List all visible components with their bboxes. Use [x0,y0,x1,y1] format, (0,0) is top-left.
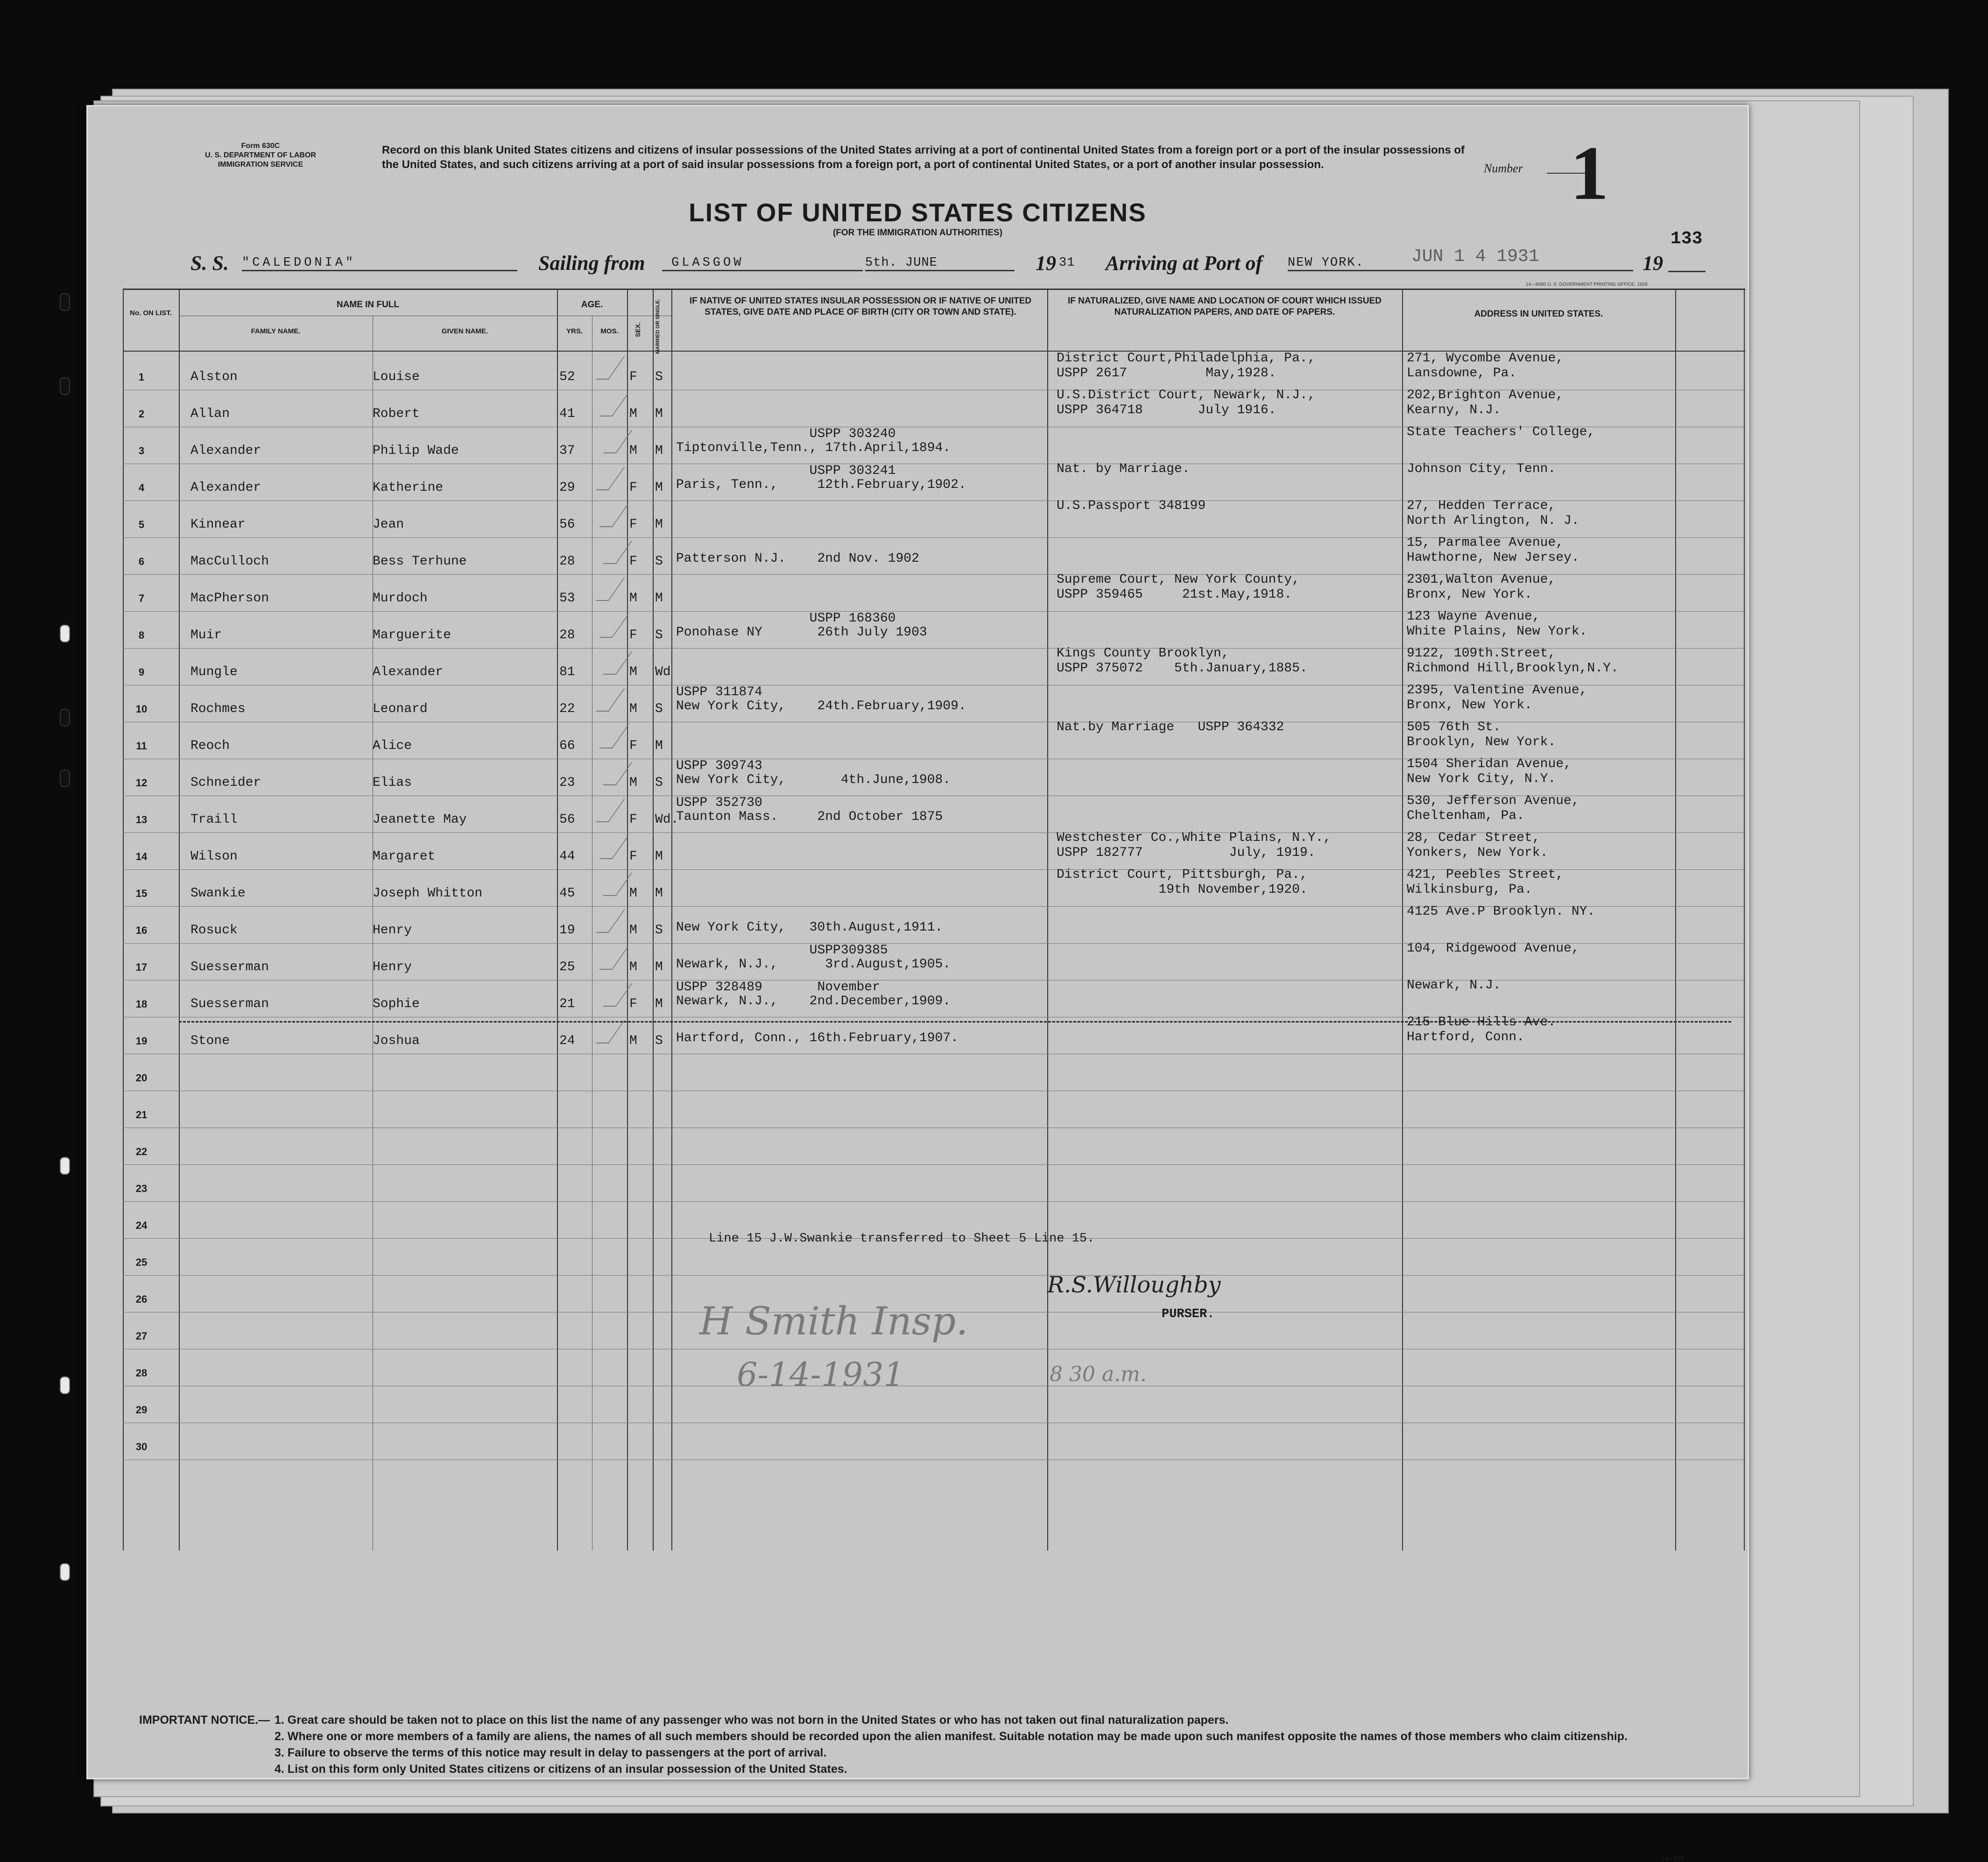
sex: F [629,739,637,753]
family-name: Rosuck [190,923,238,938]
binder-hole [60,625,70,642]
sex: M [629,444,637,458]
table-row [123,648,1745,685]
form-number: Form 630C [241,142,280,150]
table-row [123,427,1745,464]
birth-place-date: Ponohase NY 26th July 1903 [676,625,927,640]
service-name: IMMIGRATION SERVICE [218,161,303,169]
row-number: 19 [135,1035,148,1047]
given-name: Joseph Whitton [373,886,483,901]
table-row [123,390,1745,427]
sex: M [629,702,637,716]
age-years: 52 [559,370,575,384]
naturalization-court: U.S.District Court, Newark, N.J., [1057,388,1316,402]
marital-status: M [655,444,663,458]
address-line-1: 104, Ridgewood Avenue, [1407,941,1579,956]
address-line-2: Kearny, N.J. [1407,403,1501,417]
marital-status: M [655,517,663,532]
age-years: 25 [559,960,575,974]
marital-status: S [655,702,663,716]
birth-place-date: Newark, N.J., 3rd.August,1905. [676,957,951,972]
sex: F [629,517,637,532]
row-number: 17 [135,961,148,973]
given-name: Margaret [373,849,436,864]
given-name: Henry [373,923,412,938]
address-line-2: North Arlington, N. J. [1407,514,1579,528]
form-code: 14—606 [1661,1855,1685,1862]
family-name: Kinnear [190,517,246,532]
family-name: Alston [190,370,238,384]
birth-place-date: New York City, 30th.August,1911. [676,920,943,935]
address-line-2: Hawthorne, New Jersey. [1407,550,1579,565]
given-name: Robert [373,407,420,421]
sex: M [629,665,637,679]
inspector-time-text: 8 30 a.m. [1050,1362,1147,1386]
age-years: 37 [559,444,575,458]
row-number: 6 [138,556,145,567]
birth-passport: USPP 303240 [676,427,896,441]
age-years: 29 [559,480,575,495]
header-number: No. ON LIST. [130,309,172,317]
row-number: 8 [138,629,145,641]
given-name: Bess Terhune [373,554,467,569]
purser-label: PURSER. [1162,1307,1215,1321]
sex: F [629,480,637,495]
row-number: 11 [136,740,147,752]
row-15-cancel-line [179,1021,1731,1023]
binder-hole [60,293,70,311]
table-row [123,611,1745,648]
sex: M [629,886,637,901]
sex: F [629,997,637,1011]
row-number: 2 [138,408,145,420]
given-name: Elias [373,776,412,790]
birth-passport: USPP 352730 [676,796,762,810]
row-number: 25 [135,1256,148,1268]
table-row [123,685,1745,722]
age-years: 81 [559,665,575,679]
table-row [123,832,1745,869]
naturalization-court: Nat.by Marriage USPP 364332 [1057,720,1284,734]
address-line-1: Johnson City, Tenn. [1407,462,1556,476]
row-number: 7 [138,592,145,604]
family-name: Stone [190,1034,230,1048]
naturalization-court: Nat. by Marriage. [1057,462,1190,476]
given-name: Jean [373,517,404,532]
address-line-1: 530, Jefferson Avenue, [1407,794,1579,808]
row-number: 10 [135,703,148,715]
marital-status: M [655,849,663,864]
birth-passport: USPP 303241 [676,464,896,478]
page-subtitle: (FOR THE IMMIGRATION AUTHORITIES) [832,228,1003,238]
address-line-1: 1504 Sheridan Avenue, [1407,757,1572,771]
address-line-1: State Teachers' College, [1407,425,1595,439]
birth-passport: USPP 168360 [676,611,896,626]
given-name: Murdoch [373,591,428,606]
marital-status: M [655,886,663,901]
header-married-single: MARRIED OR SINGLE. [655,299,661,354]
marital-status: S [655,370,663,384]
naturalization-papers: USPP 182777 July, 1919. [1057,846,1316,860]
naturalization-papers: 19th November,1920. [1057,882,1308,897]
age-years: 41 [559,407,575,421]
age-years: 66 [559,739,575,753]
address-line-1: 27, Hedden Terrace, [1407,499,1556,513]
family-name: Swankie [190,886,246,901]
notice-label: IMPORTANT NOTICE.— [139,1714,270,1727]
age-years: 19 [559,923,575,938]
naturalization-papers: USPP 359465 21st.May,1918. [1057,587,1292,602]
table-row [123,1423,1745,1460]
table-row [123,353,1745,390]
birth-passport: USPP 309743 [676,759,762,773]
table-row [123,574,1745,611]
given-name: Alice [373,739,412,753]
table-row [123,501,1745,537]
birth-place-date: Patterson N.J. 2nd Nov. 1902 [676,551,919,566]
address-line-1: 505 76th St. [1407,720,1501,734]
row-number: 14 [135,851,148,862]
year-blank [1668,271,1706,272]
binder-hole [60,709,70,726]
row-number: 9 [138,666,145,678]
family-name: Reoch [190,739,230,753]
age-years: 28 [559,554,575,569]
binder-hole [60,1376,70,1394]
binder-hole [60,377,70,395]
table-row [123,464,1745,501]
row-number: 3 [138,445,145,457]
address-line-1: 215 Blue Hills Ave. [1407,1015,1556,1030]
marital-status: S [655,1034,663,1048]
address-line-1: 15, Parmalee Avenue, [1407,536,1564,550]
age-years: 28 [559,628,575,642]
address-line-1: 421, Peebles Street, [1407,868,1564,882]
age-years: 21 [559,997,575,1011]
header-given-name: GIVEN NAME. [441,327,488,335]
given-name: Joshua [373,1034,420,1048]
sex: F [629,812,637,827]
header-age: AGE. [581,300,603,310]
table-row [123,537,1745,574]
address-line-1: 2301,Walton Avenue, [1407,572,1556,587]
sailing-date: 5th. JUNE [865,256,1015,271]
row-number: 18 [135,998,148,1010]
sex: M [629,776,637,790]
birth-place-date: New York City, 4th.June,1908. [676,773,951,787]
header-years: YRS. [566,327,583,335]
row-number: 28 [135,1367,148,1379]
address-line-1: 271, Wycombe Avenue, [1407,351,1564,366]
sex: M [629,923,637,938]
header-sex: SEX. [634,322,642,337]
row-number: 23 [135,1183,148,1194]
given-name: Alexander [373,665,444,679]
address-line-2: Richmond Hill,Brooklyn,N.Y. [1407,661,1619,676]
row-number: 29 [135,1404,148,1416]
inspector-signature [695,1288,1185,1416]
family-name: Rochmes [190,702,246,716]
address-line-2: Wilkinsburg, Pa. [1407,882,1532,897]
address-line-1: 2395, Valentine Avenue, [1407,683,1587,698]
page-title: LIST OF UNITED STATES CITIZENS [689,198,1147,227]
naturalization-court: District Court,Philadelphia, Pa., [1057,351,1316,366]
page-number: 133 [1671,229,1703,249]
given-name: Sophie [373,997,420,1011]
given-name: Marguerite [373,628,451,642]
purser-signature-text: R.S.Willoughby [1047,1272,1221,1298]
naturalization-court: Supreme Court, New York County, [1057,572,1300,587]
row-number: 15 [135,888,148,899]
naturalization-papers: USPP 375072 5th.January,1885. [1057,661,1308,676]
header-naturalized: IF NATURALIZED, GIVE NAME AND LOCATION OF COURT WHICH ISSUED NATURALIZATION PAPERS, AND DATE OF PAPERS. [1067,296,1382,317]
header-family-name: FAMILY NAME. [251,327,301,335]
birth-place-date: Hartford, Conn., 16th.February,1907. [676,1031,959,1045]
table-row [123,1054,1745,1091]
given-name: Henry [373,960,412,974]
marital-status: M [655,591,663,606]
address-line-1: 9122, 109th.Street, [1407,646,1556,661]
ship-name: "CALEDONIA" [242,256,517,271]
arrival-port: NEW YORK. [1288,256,1633,271]
arrival-date-stamp: JUN 1 4 1931 [1411,247,1539,267]
table-row [123,722,1745,759]
age-years: 45 [559,886,575,901]
year-prefix: 19 [1036,252,1056,275]
binder-hole [60,1157,70,1175]
table-row [123,796,1745,832]
family-name: Suesserman [190,960,269,974]
birth-place-date: Newark, N.J., 2nd.December,1909. [676,994,951,1009]
sex: M [629,1034,637,1048]
marital-status: M [655,960,663,974]
header-months: MOS. [600,327,619,335]
row-number: 4 [138,482,145,494]
naturalization-court: District Court, Pittsburgh, Pa., [1057,868,1308,882]
age-years: 56 [559,517,575,532]
form-identifier [153,141,368,169]
row-number: 13 [135,814,148,825]
sex: M [629,407,637,421]
address-line-2: Bronx, New York. [1407,698,1532,712]
address-line-2: Cheltenham, Pa. [1407,809,1525,823]
age-years: 53 [559,591,575,606]
address-line-1: Newark, N.J. [1407,978,1501,993]
table-row [123,869,1745,906]
naturalization-papers: USPP 364718 July 1916. [1057,403,1276,417]
address-line-1: 4125 Ave.P Brooklyn. NY. [1407,904,1595,919]
family-name: Wilson [190,849,238,864]
sex: F [629,849,637,864]
given-name: Louise [373,370,420,384]
birth-place-date: Paris, Tenn., 12th.February,1902. [676,478,966,492]
marital-status: S [655,776,663,790]
arriving-label: Arriving at Port of [1106,252,1263,275]
row-number: 22 [135,1146,148,1157]
table-row [123,1091,1745,1128]
naturalization-papers: USPP 2617 May,1928. [1057,366,1276,381]
naturalization-court: Kings County Brooklyn, [1057,646,1229,661]
row-number: 12 [135,777,148,789]
birth-passport: USPP309385 [676,943,888,958]
header-address: ADDRESS IN UNITED STATES. [1474,309,1603,319]
marital-status: Wd [655,665,671,679]
address-line-2: White Plains, New York. [1407,624,1587,639]
row-number: 30 [135,1441,148,1453]
table-row [123,906,1745,943]
family-name: Schneider [190,776,261,790]
manifest-page [86,105,1749,1862]
age-years: 44 [559,849,575,864]
table-row [123,943,1745,980]
family-name: Mungle [190,665,238,679]
address-line-2: Lansdowne, Pa. [1407,366,1517,381]
inspector-date-text: 6-14-1931 [737,1355,905,1394]
sex: M [629,960,637,974]
sheet-number: 1 [1570,130,1609,216]
birth-place-date: Tiptonville,Tenn., 17th.April,1894. [676,441,951,455]
address-line-2: New York City, N.Y. [1407,772,1556,786]
family-name: Suesserman [190,997,269,1011]
inspector-name-text: H Smith Insp. [699,1299,968,1344]
ss-label: S. S. [190,252,229,275]
age-years: 23 [559,776,575,790]
sailing-label: Sailing from [538,252,645,275]
family-name: Allan [190,407,230,421]
printer-note: 14—6080 U. S. GOVERNMENT PRINTING OFFICE: 1929 [1526,282,1648,287]
year-suffix: 31 [1059,256,1075,270]
birth-place-date: New York City, 24th.February,1909. [676,699,966,713]
birth-passport: USPP 311874 [676,685,762,699]
birth-place-date: Taunton Mass. 2nd October 1875 [676,810,943,824]
given-name: Katherine [373,480,444,495]
marital-status: S [655,554,663,569]
table-row [123,1128,1745,1164]
sex: F [629,370,637,384]
marital-status: M [655,739,663,753]
address-line-2: Brooklyn, New York. [1407,735,1556,749]
address-line-1: 28, Cedar Street, [1407,831,1540,845]
notice-item-2: 2. Where one or more members of a family are aliens, the names of all such members should be recorded upon the alien manifest. Suitable notation may be made upon such manifest opposite the names of those members who claim citizenship. [275,1730,1628,1743]
row-number: 20 [135,1072,148,1084]
inspector-signature-svg [695,1288,1185,1414]
sex: M [629,591,637,606]
year-prefix-2: 19 [1643,252,1663,275]
marital-status: M [655,997,663,1011]
marital-status: Wd. [655,812,679,827]
row-number: 1 [138,371,145,383]
row-number: 24 [135,1220,148,1231]
age-years: 24 [559,1034,575,1048]
transfer-note: Line 15 J.W.Swankie transferred to Sheet 5 Line 15. [709,1232,1095,1246]
row-number: 26 [135,1293,148,1305]
age-years: 22 [559,702,575,716]
header-native-birth: IF NATIVE OF UNITED STATES INSULAR POSSESSION OR IF NATIVE OF UNITED STATES, GIVE DATE AND PLACE OF BIRTH (CITY OR TOWN AND STATE). [689,296,1032,317]
address-line-1: 123 Wayne Avenue, [1407,609,1540,624]
address-line-2: Bronx, New York. [1407,587,1532,602]
row-number: 27 [135,1330,148,1342]
birth-passport: USPP 328489 November [676,980,880,994]
address-line-2: Hartford, Conn. [1407,1030,1525,1044]
sailing-from: GLASGOW [662,256,863,271]
binder-hole [60,1563,70,1581]
notice-item-4: 4. List on this form only United States citizens or citizens of an insular possession of the United States. [275,1763,847,1776]
family-name: Muir [190,628,222,642]
given-name: Jeanette May [373,812,467,827]
family-name: MacCulloch [190,554,269,569]
department-name: U. S. DEPARTMENT OF LABOR [205,151,316,159]
marital-status: S [655,923,663,938]
address-line-1: 202,Brighton Avenue, [1407,388,1564,402]
family-name: Alexander [190,444,261,458]
marital-status: M [655,407,663,421]
family-name: Alexander [190,480,261,495]
sex: F [629,554,637,569]
marital-status: M [655,480,663,495]
family-name: MacPherson [190,591,269,606]
given-name: Philip Wade [373,444,459,458]
naturalization-court: Westchester Co.,White Plains, N.Y., [1057,831,1332,845]
sex: F [629,628,637,642]
marital-status: S [655,628,663,642]
given-name: Leonard [373,702,428,716]
row-number: 21 [135,1109,148,1121]
number-label: Number [1484,162,1523,175]
table-row [123,759,1745,796]
notice-item-3: 3. Failure to observe the terms of this notice may result in delay to passengers at the port of arrival. [275,1746,827,1759]
table-row [123,980,1745,1017]
notice-items [275,1713,1699,1778]
naturalization-court: U.S.Passport 348199 [1057,499,1206,513]
notice-item-1: 1. Great care should be taken not to place on this list the name of any passenger who was not born in the United States or who has not taken out final naturalization papers. [275,1714,1229,1727]
binder-hole [60,769,70,787]
table-row [123,1164,1745,1201]
row-number: 5 [138,519,145,530]
family-name: Traill [190,812,238,827]
form-instructions: Record on this blank United States citizens and citizens of insular possessions of the United States arriving at a port of continental United States from a foreign port or a port of the insular possessions of the United States, and such citizens arriving at a port of said insular possessions from a foreign port, a port of continental United States, or a port of another insular possession. [382,144,1465,171]
header-name-in-full: NAME IN FULL [336,300,400,310]
address-line-2: Yonkers, New York. [1407,846,1548,860]
age-years: 56 [559,812,575,827]
row-number: 16 [135,924,148,936]
